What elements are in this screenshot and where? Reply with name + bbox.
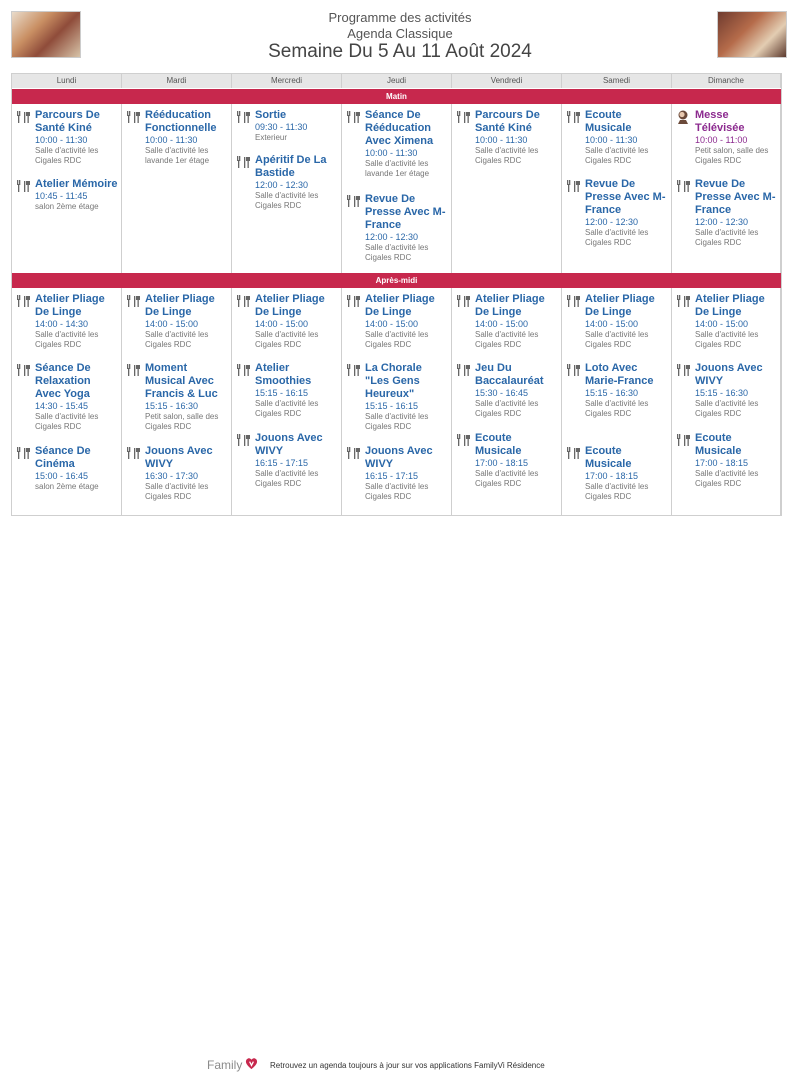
activity-time: 14:30 - 15:45 [35, 401, 89, 411]
activity-title: Jouons Avec WIVY [695, 362, 763, 387]
activity-card[interactable] [346, 362, 448, 432]
activity-title: Apéritif De La Bastide [255, 154, 327, 179]
utensils-icon [16, 294, 32, 308]
activity-card[interactable] [676, 432, 777, 489]
activity-card[interactable] [456, 293, 558, 350]
afternoon-column-5 [562, 288, 672, 515]
activity-title: Sortie [255, 109, 287, 121]
activity-card[interactable] [566, 445, 668, 502]
activity-time: 15:15 - 16:30 [695, 388, 749, 398]
utensils-icon [676, 363, 692, 377]
section-band-morning: Matin [12, 89, 781, 104]
activity-title: Atelier Pliage De Linge [475, 293, 545, 318]
activity-time: 10:00 - 11:30 [585, 135, 638, 145]
activity-time: 17:00 - 18:15 [585, 471, 639, 481]
activity-card[interactable] [16, 362, 118, 432]
activity-place: Petit salon, salle des Cigales RDC [145, 412, 219, 431]
activity-card[interactable] [126, 109, 228, 166]
day-header-3: Jeudi [342, 74, 452, 88]
activity-title: Atelier Pliage De Linge [145, 293, 215, 318]
activity-card[interactable] [236, 109, 338, 143]
activity-card[interactable] [566, 293, 668, 350]
activity-time: 15:15 - 16:30 [145, 401, 199, 411]
day-header-0: Lundi [12, 74, 122, 88]
afternoon-column-3 [342, 288, 452, 515]
utensils-icon [236, 433, 252, 447]
activity-card[interactable] [236, 154, 338, 211]
utensils-icon [566, 179, 582, 193]
activity-title: Jouons Avec WIVY [255, 432, 323, 457]
activity-card[interactable] [676, 178, 777, 248]
utensils-icon [236, 110, 252, 124]
morning-column-5 [562, 104, 672, 273]
activity-time: 10:00 - 11:30 [475, 135, 528, 145]
activity-card[interactable] [346, 193, 448, 263]
utensils-icon [676, 179, 692, 193]
activity-title: Ecoute Musicale [475, 432, 522, 457]
activity-card[interactable] [236, 432, 338, 489]
activity-time: 09:30 - 11:30 [255, 122, 308, 132]
activity-place: Salle d'activité les Cigales RDC [255, 191, 319, 210]
agenda-type: Agenda Classique [347, 26, 453, 41]
section-band-afternoon: Après-midi [12, 273, 781, 288]
utensils-icon [676, 433, 692, 447]
activity-place: Salle d'activité les Cigales RDC [585, 482, 649, 501]
activity-place: Salle d'activité les Cigales RDC [255, 399, 319, 418]
footer [0, 528, 800, 1072]
activity-title: Atelier Smoothies [255, 362, 312, 387]
activity-place: Salle d'activité les Cigales RDC [695, 399, 759, 418]
utensils-icon [566, 363, 582, 377]
activity-title: Messe Télévisée [695, 109, 745, 134]
activity-title: Atelier Pliage De Linge [255, 293, 325, 318]
activity-card[interactable] [566, 362, 668, 419]
utensils-icon [16, 179, 32, 193]
activity-place: Salle d'activité les Cigales RDC [145, 330, 209, 349]
activity-place: Salle d'activité les Cigales RDC [365, 482, 429, 501]
utensils-icon [346, 110, 362, 124]
activity-title: Atelier Mémoire [35, 178, 118, 190]
activity-time: 16:15 - 17:15 [255, 458, 309, 468]
activity-time: 12:00 - 12:30 [365, 232, 419, 242]
activity-time: 14:00 - 15:00 [145, 319, 199, 329]
page-header [0, 0, 800, 70]
afternoon-column-6 [672, 288, 781, 515]
utensils-icon [566, 110, 582, 124]
familyvi-logo-text: Family [207, 1058, 243, 1072]
activity-time: 10:00 - 11:30 [365, 148, 418, 158]
activity-title: Séance De Rééducation Avec Ximena [365, 109, 434, 147]
utensils-icon [126, 294, 142, 308]
activity-time: 17:00 - 18:15 [695, 458, 749, 468]
activity-time: 15:15 - 16:15 [255, 388, 309, 398]
morning-column-4 [452, 104, 562, 273]
activity-card[interactable] [16, 445, 118, 492]
activity-title: Parcours De Santé Kiné [475, 109, 540, 134]
activity-place: Salle d'activité les Cigales RDC [365, 243, 429, 262]
utensils-icon [456, 363, 472, 377]
afternoon-column-1 [122, 288, 232, 515]
activity-title: Revue De Presse Avec M-France [585, 178, 666, 216]
day-header-6: Dimanche [672, 74, 781, 88]
utensils-icon [346, 194, 362, 208]
activity-place: Salle d'activité les Cigales RDC [475, 469, 539, 488]
activity-card[interactable] [456, 109, 558, 166]
activity-time: 15:30 - 16:45 [475, 388, 529, 398]
activity-title: Jouons Avec WIVY [145, 445, 213, 470]
morning-column-1 [122, 104, 232, 273]
activity-card[interactable] [456, 362, 558, 419]
utensils-icon [16, 363, 32, 377]
day-header-2: Mercredi [232, 74, 342, 88]
activity-card[interactable] [346, 445, 448, 502]
utensils-icon [566, 294, 582, 308]
activity-title: Rééducation Fonctionnelle [145, 109, 217, 134]
activity-place: Salle d'activité les Cigales RDC [695, 330, 759, 349]
activity-title: Revue De Presse Avec M-France [365, 193, 446, 231]
residence-photo-right [717, 11, 787, 58]
activity-time: 16:15 - 17:15 [365, 471, 419, 481]
activity-place: Salle d'activité les Cigales RDC [365, 412, 429, 431]
activity-card[interactable] [456, 432, 558, 489]
utensils-icon [676, 294, 692, 308]
activity-card[interactable] [566, 109, 668, 166]
activity-title: Atelier Pliage De Linge [35, 293, 105, 318]
day-header-4: Vendredi [452, 74, 562, 88]
activity-card[interactable] [16, 178, 118, 212]
activity-card[interactable] [236, 362, 338, 419]
activity-time: 12:00 - 12:30 [585, 217, 639, 227]
activity-time: 15:15 - 16:30 [585, 388, 639, 398]
utensils-icon [126, 110, 142, 124]
familyvi-logo-icon [244, 1056, 259, 1071]
utensils-icon [236, 155, 252, 169]
utensils-icon [456, 110, 472, 124]
activity-card[interactable] [16, 109, 118, 166]
activity-title: Jouons Avec WIVY [365, 445, 433, 470]
weekly-agenda-grid [11, 73, 782, 516]
activity-place: salon 2ème étage [35, 482, 99, 491]
activity-time: 16:30 - 17:30 [145, 471, 199, 481]
afternoon-column-0 [12, 288, 122, 515]
activity-title: Séance De Cinéma [35, 445, 91, 470]
activity-title: Revue De Presse Avec M-France [695, 178, 776, 216]
activity-card[interactable] [236, 293, 338, 350]
activity-place: Salle d'activité les Cigales RDC [35, 330, 99, 349]
activity-time: 14:00 - 14:30 [35, 319, 89, 329]
utensils-icon [236, 294, 252, 308]
activity-place: Exterieur [255, 133, 288, 142]
activity-place: Salle d'activité les Cigales RDC [35, 412, 99, 431]
activity-time: 14:00 - 15:00 [585, 319, 639, 329]
activity-time: 10:00 - 11:30 [35, 135, 88, 145]
utensils-icon [16, 110, 32, 124]
activity-card[interactable] [676, 109, 777, 166]
activity-card[interactable] [566, 178, 668, 248]
activity-place: Salle d'activité les Cigales RDC [585, 146, 649, 165]
activity-title: Loto Avec Marie-France [585, 362, 654, 387]
utensils-icon [456, 294, 472, 308]
activity-time: 12:00 - 12:30 [695, 217, 749, 227]
activity-card[interactable] [676, 293, 777, 350]
activity-place: Petit salon, salle des Cigales RDC [695, 146, 769, 165]
activity-time: 14:00 - 15:00 [695, 319, 749, 329]
activity-place: Salle d'activité les Cigales RDC [695, 469, 759, 488]
utensils-icon [346, 363, 362, 377]
activity-time: 10:00 - 11:00 [695, 135, 748, 145]
footer-text: Retrouvez un agenda toujours à jour sur vos applications FamilyVi Résidence [270, 1061, 545, 1070]
activity-title: Parcours De Santé Kiné [35, 109, 100, 134]
activity-card[interactable] [346, 293, 448, 350]
morning-column-3 [342, 104, 452, 273]
activity-title: Séance De Relaxation Avec Yoga [35, 362, 91, 400]
activity-place: Salle d'activité les Cigales RDC [695, 228, 759, 247]
activity-title: La Chorale "Les Gens Heureux" [365, 362, 422, 400]
morning-column-0 [12, 104, 122, 273]
activity-time: 15:15 - 16:15 [365, 401, 419, 411]
utensils-icon [16, 446, 32, 460]
activity-card[interactable] [126, 293, 228, 350]
afternoon-column-4 [452, 288, 562, 515]
utensils-icon [346, 294, 362, 308]
activity-place: Salle d'activité les Cigales RDC [145, 482, 209, 501]
activity-card[interactable] [346, 109, 448, 179]
activity-title: Ecoute Musicale [585, 109, 632, 134]
utensils-icon [456, 433, 472, 447]
activity-card[interactable] [126, 362, 228, 432]
activity-title: Atelier Pliage De Linge [365, 293, 435, 318]
activity-place: Salle d'activité les Cigales RDC [255, 330, 319, 349]
activity-place: Salle d'activité les lavande 1er étage [365, 159, 430, 178]
activity-place: Salle d'activité les lavande 1er étage [145, 146, 210, 165]
utensils-icon [346, 446, 362, 460]
activity-place: Salle d'activité les Cigales RDC [475, 146, 539, 165]
activity-place: Salle d'activité les Cigales RDC [255, 469, 319, 488]
activity-title: Atelier Pliage De Linge [585, 293, 655, 318]
morning-column-6 [672, 104, 781, 273]
week-title: Semaine Du 5 Au 11 Août 2024 [268, 41, 532, 62]
activity-place: Salle d'activité les Cigales RDC [585, 228, 649, 247]
afternoon-column-2 [232, 288, 342, 515]
day-header-5: Samedi [562, 74, 672, 88]
utensils-icon [126, 363, 142, 377]
activity-time: 14:00 - 15:00 [255, 319, 309, 329]
activity-time: 14:00 - 15:00 [365, 319, 419, 329]
activity-place: Salle d'activité les Cigales RDC [475, 330, 539, 349]
activity-place: salon 2ème étage [35, 202, 99, 211]
activity-time: 12:00 - 12:30 [255, 180, 309, 190]
activity-time: 14:00 - 15:00 [475, 319, 529, 329]
utensils-icon [236, 363, 252, 377]
activity-card[interactable] [126, 445, 228, 502]
program-title: Programme des activités [328, 10, 472, 25]
activity-card[interactable] [676, 362, 777, 419]
praying-person-icon [676, 110, 692, 124]
utensils-icon [126, 446, 142, 460]
utensils-icon [566, 446, 582, 460]
activity-time: 17:00 - 18:15 [475, 458, 529, 468]
activity-title: Atelier Pliage De Linge [695, 293, 765, 318]
activity-title: Jeu Du Baccalauréat [475, 362, 544, 387]
activity-place: Salle d'activité les Cigales RDC [35, 146, 99, 165]
activity-title: Moment Musical Avec Francis & Luc [145, 362, 218, 400]
activity-card[interactable] [16, 293, 118, 350]
activity-place: Salle d'activité les Cigales RDC [365, 330, 429, 349]
activity-title: Ecoute Musicale [585, 445, 632, 470]
day-header-1: Mardi [122, 74, 232, 88]
activity-time: 10:45 - 11:45 [35, 191, 88, 201]
activity-place: Salle d'activité les Cigales RDC [585, 399, 649, 418]
morning-column-2 [232, 104, 342, 273]
activity-time: 10:00 - 11:30 [145, 135, 198, 145]
activity-title: Ecoute Musicale [695, 432, 742, 457]
activity-time: 15:00 - 16:45 [35, 471, 89, 481]
activity-place: Salle d'activité les Cigales RDC [585, 330, 649, 349]
activity-place: Salle d'activité les Cigales RDC [475, 399, 539, 418]
